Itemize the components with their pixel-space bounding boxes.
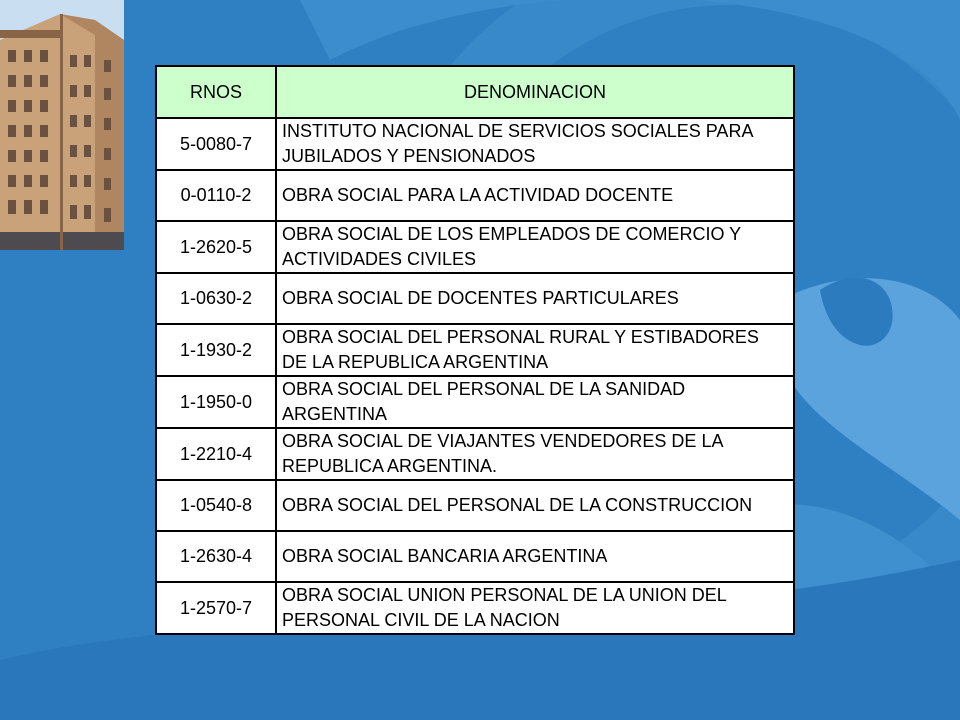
- table-row: [156, 480, 794, 531]
- rnos-cell: 5-0080-7: [156, 118, 276, 170]
- rnos-cell: 1-2210-4: [156, 428, 276, 480]
- rnos-cell: 1-2630-4: [156, 531, 276, 582]
- table-row: [156, 273, 794, 324]
- denominacion-column-header: DENOMINACION: [276, 66, 794, 118]
- table-row: [156, 582, 794, 634]
- table-header-row: [156, 66, 794, 118]
- rnos-column-header: RNOS: [156, 66, 276, 118]
- rnos-table: [155, 65, 795, 635]
- rnos-cell: 1-2620-5: [156, 221, 276, 273]
- denominacion-cell: OBRA SOCIAL DE LOS EMPLEADOS DE COMERCIO Y ACTIVIDADES CIVILES: [276, 221, 794, 273]
- table-row: [156, 170, 794, 221]
- rnos-cell: 1-0540-8: [156, 480, 276, 531]
- building-photo: [0, 0, 124, 250]
- rnos-cell: 1-1930-2: [156, 324, 276, 376]
- denominacion-cell: OBRA SOCIAL DE VIAJANTES VENDEDORES DE LA REPUBLICA ARGENTINA.: [276, 428, 794, 480]
- denominacion-cell: OBRA SOCIAL DEL PERSONAL DE LA SANIDAD ARGENTINA: [276, 376, 794, 428]
- denominacion-cell: INSTITUTO NACIONAL DE SERVICIOS SOCIALES PARA JUBILADOS Y PENSIONADOS: [276, 118, 794, 170]
- table-row: [156, 428, 794, 480]
- rnos-cell: 0-0110-2: [156, 170, 276, 221]
- denominacion-cell: OBRA SOCIAL DEL PERSONAL DE LA CONSTRUCCION: [276, 480, 794, 531]
- rnos-cell: 1-0630-2: [156, 273, 276, 324]
- table-row: [156, 376, 794, 428]
- table-row: [156, 531, 794, 582]
- table-row: [156, 324, 794, 376]
- denominacion-cell: OBRA SOCIAL DEL PERSONAL RURAL Y ESTIBADORES DE LA REPUBLICA ARGENTINA: [276, 324, 794, 376]
- denominacion-cell: OBRA SOCIAL BANCARIA ARGENTINA: [276, 531, 794, 582]
- rnos-cell: 1-1950-0: [156, 376, 276, 428]
- table-row: [156, 118, 794, 170]
- rnos-table-container: [155, 65, 795, 635]
- denominacion-cell: OBRA SOCIAL DE DOCENTES PARTICULARES: [276, 273, 794, 324]
- table-row: [156, 221, 794, 273]
- rnos-cell: 1-2570-7: [156, 582, 276, 634]
- denominacion-cell: OBRA SOCIAL PARA LA ACTIVIDAD DOCENTE: [276, 170, 794, 221]
- denominacion-cell: OBRA SOCIAL UNION PERSONAL DE LA UNION DEL PERSONAL CIVIL DE LA NACION: [276, 582, 794, 634]
